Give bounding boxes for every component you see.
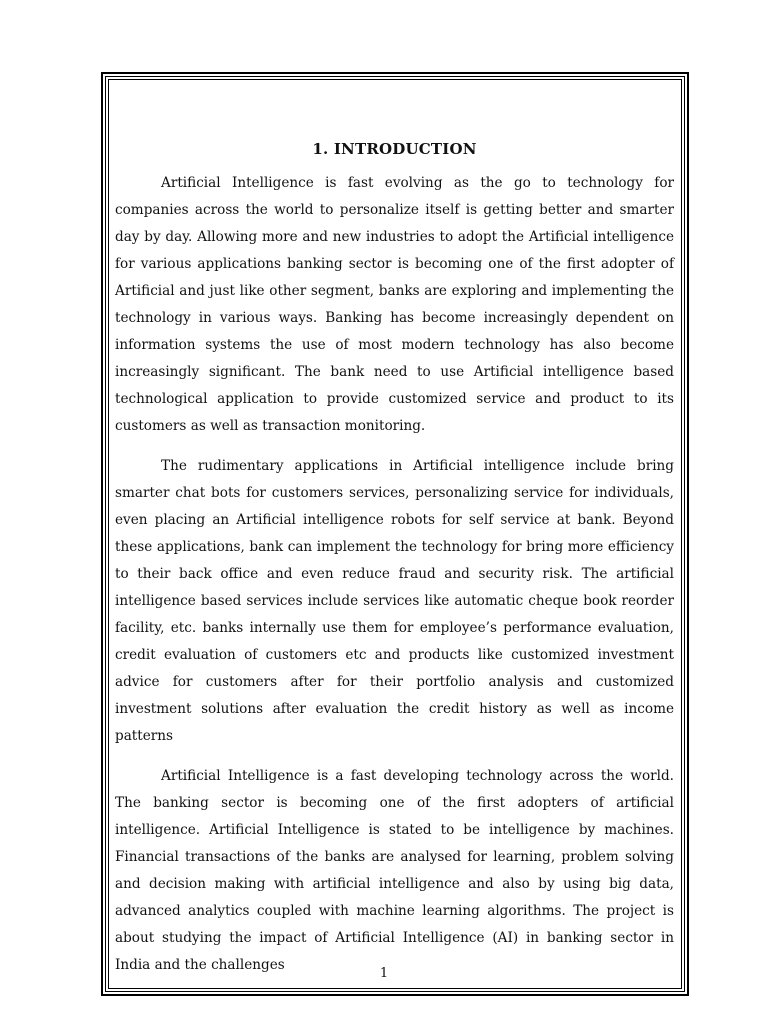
paragraph-3: Artificial Intelligence is a fast developing technology across the world. The banking sector is becoming one of the first adopters of artificial intelligence. Artificial Intelligence is stated to be intelligence by machines. Financial transactions of the banks are analysed for learning, problem solving and decision making with artificial intelligence and also by using big data, advanced analytics coupled with machine learning algorithms. The project is about studying the impact of Artificial Intelligence (AI) in banking sector in India and the challenges <box>115 768 674 973</box>
section-heading: 1. INTRODUCTION <box>312 140 477 158</box>
document-body <box>115 140 674 992</box>
paragraph-2: The rudimentary applications in Artificial intelligence include bring smarter chat bots for customers services, personalizing service for individuals, even placing an Artificial intelligence robots for self service at bank. Beyond these applications, bank can implement the technology for bring more efficiency to their back office and even reduce fraud and security risk. The artificial intelligence based services include services like automatic cheque book reorder facility, etc. banks internally use them for employee’s performance evaluation, credit evaluation of customers etc and products like customized investment advice for customers after for their portfolio analysis and customized investment solutions after evaluation the credit history as well as income patterns <box>115 458 674 744</box>
paragraph-1: Artificial Intelligence is fast evolving as the go to technology for companies across the world to personalize itself is getting better and smarter day by day. Allowing more and new industries to adopt the Artificial intelligence for various applications banking sector is becoming one of the first adopter of Artificial and just like other segment, banks are exploring and implementing the technology in various ways. Banking has become increasingly dependent on information systems the use of most modern technology has also become increasingly significant. The bank need to use Artificial intelligence based technological application to provide customized service and product to its customers as well as transaction monitoring. <box>115 175 674 434</box>
page-number: 1 <box>379 966 389 981</box>
